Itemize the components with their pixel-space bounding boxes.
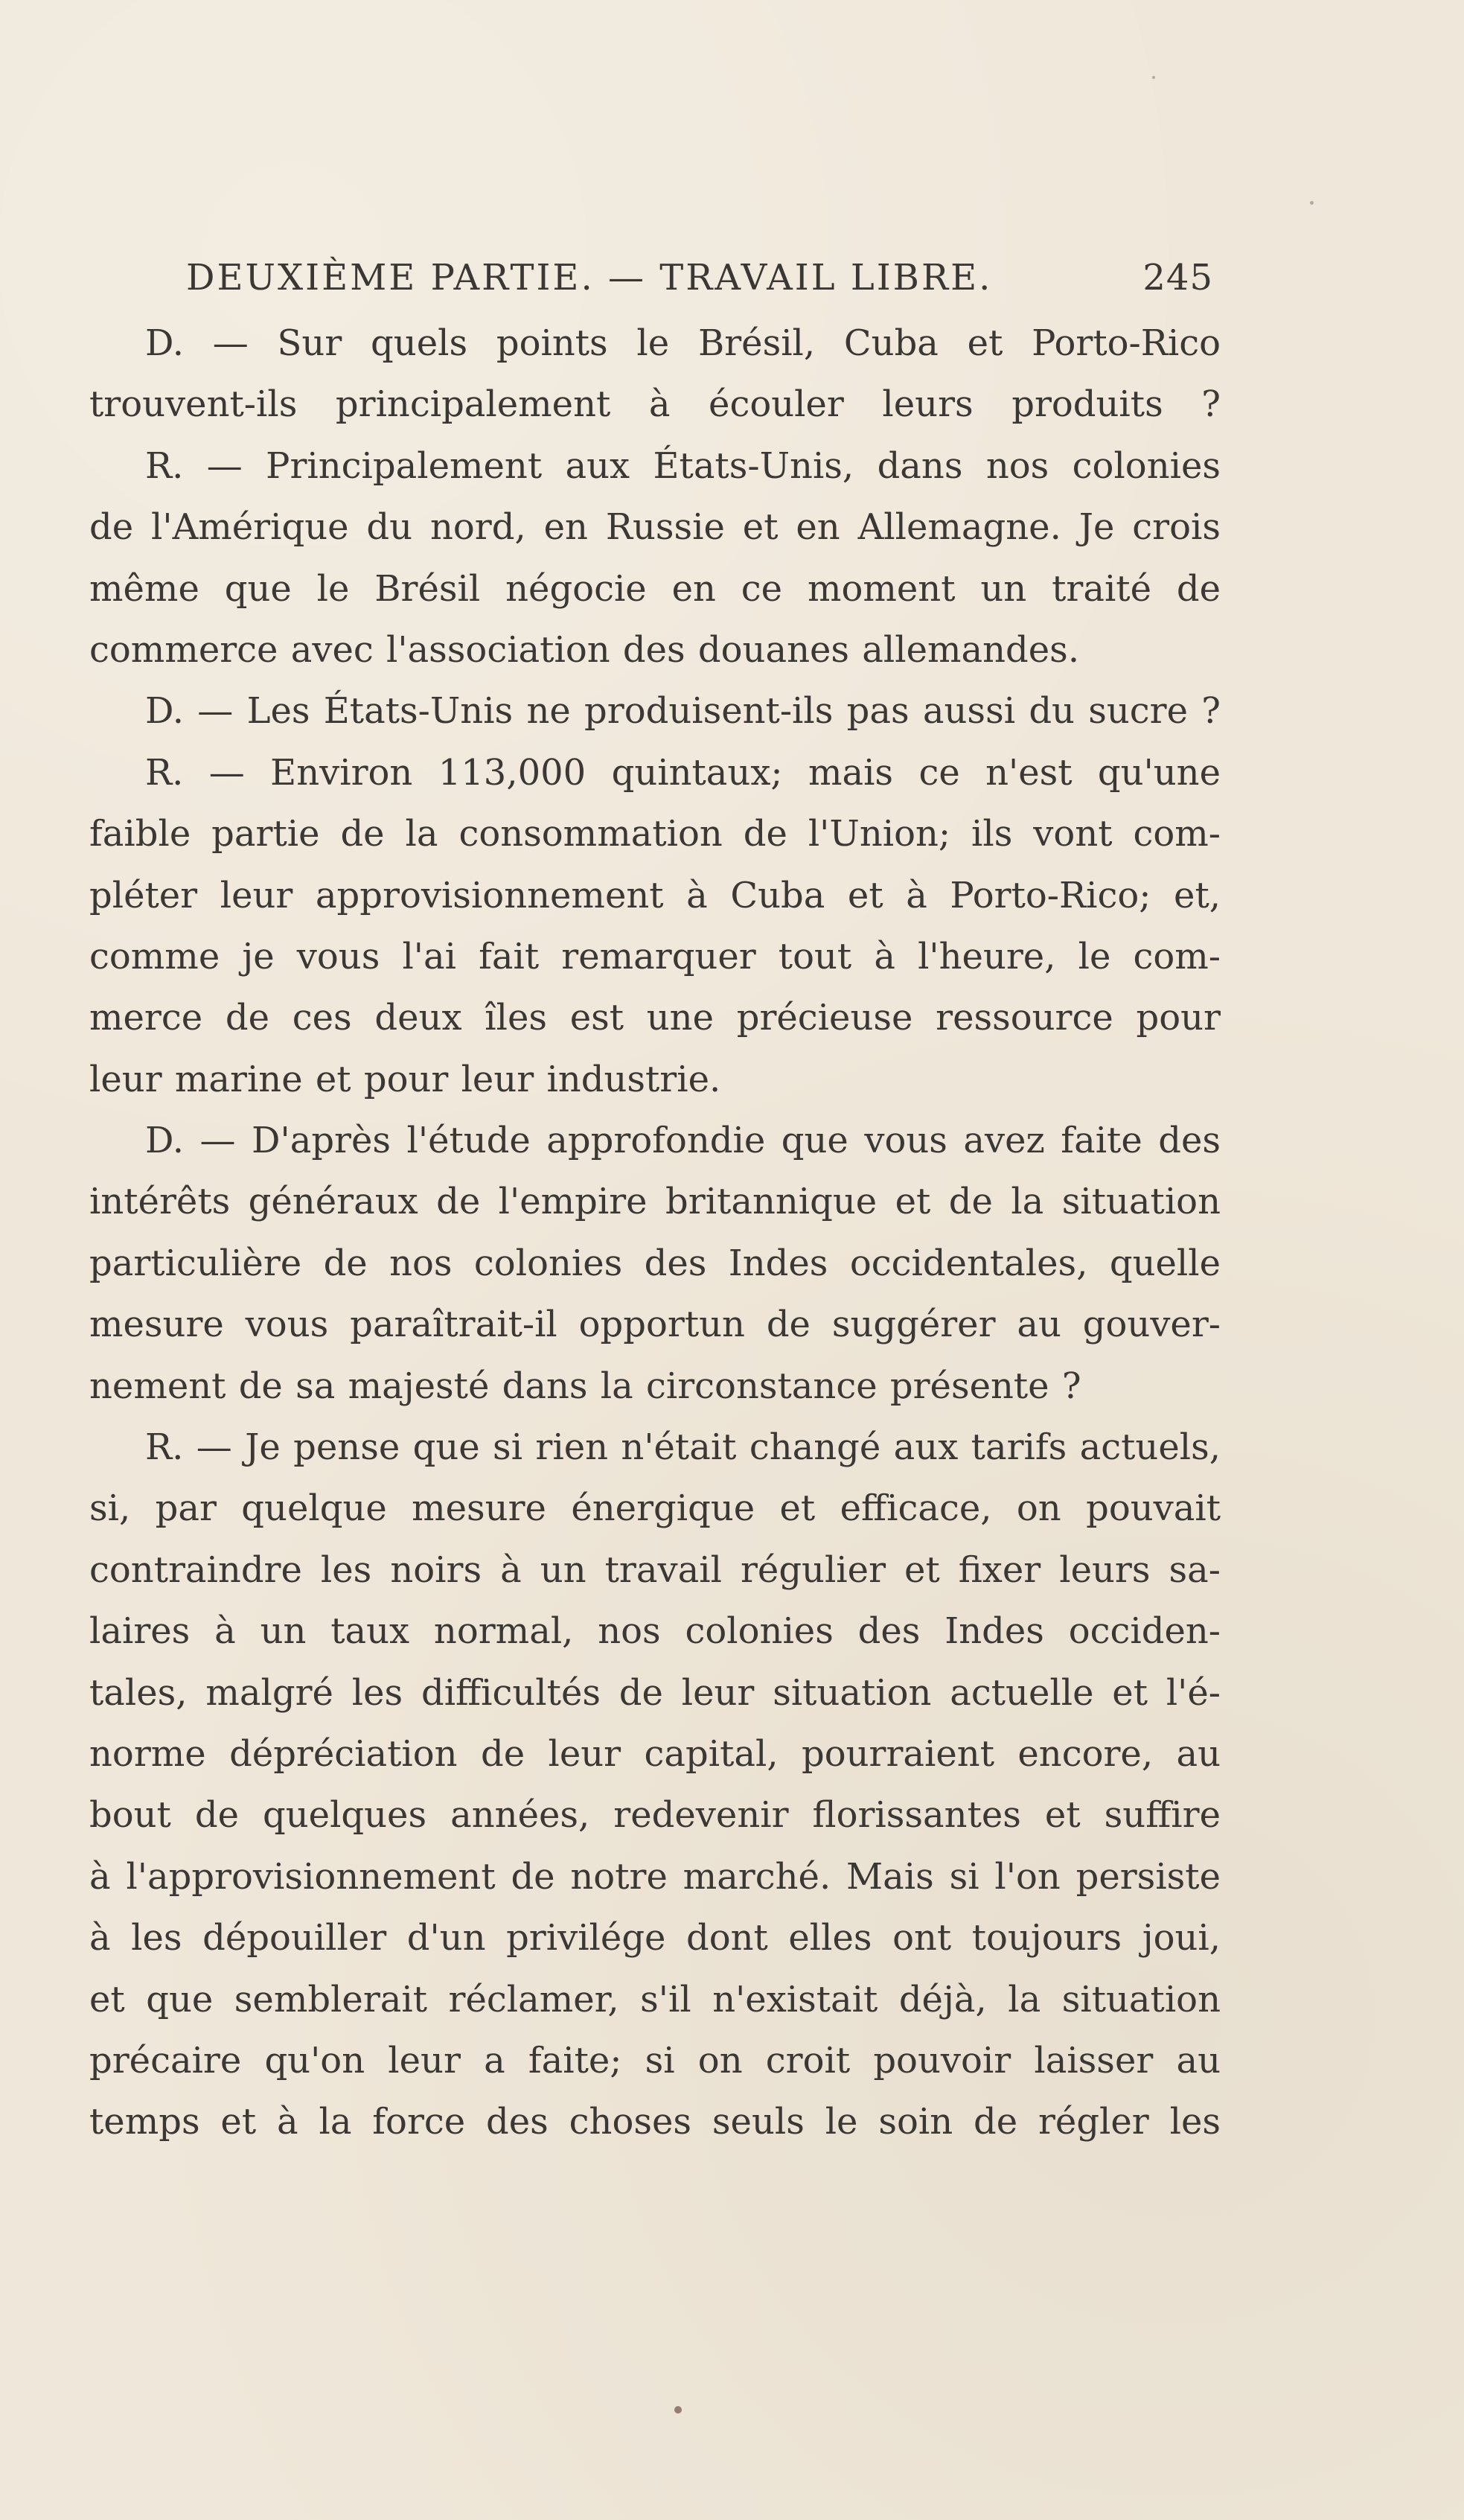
text-line: R. — Je pense que si rien n'était changé aux tarifs actuels,: [145, 1426, 1221, 1469]
text-line: trouvent-ils principalement à écouler leurs produits ?: [89, 383, 1221, 426]
text-line: D. — Sur quels points le Brésil, Cuba et Porto-Rico: [145, 322, 1221, 364]
text-line: si, par quelque mesure énergique et efficace, on pouvait: [89, 1487, 1221, 1530]
paper-speck-bottom: [674, 2406, 682, 2414]
text-line: de l'Amérique du nord, en Russie et en Allemagne. Je crois: [89, 506, 1221, 549]
text-line: même que le Brésil négocie en ce moment un traité de: [89, 567, 1221, 610]
page-text: [89, 313, 1221, 2153]
text-line: merce de ces deux îles est une précieuse ressource pour: [89, 997, 1221, 1039]
text-line: et que semblerait réclamer, s'il n'existait déjà, la situation: [89, 1978, 1221, 2020]
page-number: 245: [1142, 257, 1213, 299]
text-line: laires à un taux normal, nos colonies des Indes occiden-: [89, 1610, 1221, 1653]
text-line: à l'approvisionnement de notre marché. Mais si l'on persiste: [89, 1855, 1221, 1898]
text-line: D. — Les États-Unis ne produisent-ils pas aussi du sucre ?: [145, 690, 1221, 733]
text-line: nement de sa majesté dans la circonstance présente ?: [89, 1365, 1081, 1407]
text-line: contraindre les noirs à un travail régulier et fixer leurs sa-: [89, 1548, 1221, 1591]
running-title: DEUXIÈME PARTIE. — TRAVAIL LIBRE.: [186, 257, 993, 299]
text-line: pléter leur approvisionnement à Cuba et à Porto-Rico; et,: [89, 874, 1221, 916]
text-line: comme je vous l'ai fait remarquer tout à l'heure, le com-: [89, 935, 1221, 977]
text-line: faible partie de la consommation de l'Union; ils vont com-: [89, 813, 1221, 855]
text-line: commerce avec l'association des douanes allemandes.: [89, 628, 1080, 671]
paper-speck-right: [1310, 201, 1314, 205]
text-line: mesure vous paraîtrait-il opportun de suggérer au gouver-: [89, 1304, 1221, 1346]
text-line: norme dépréciation de leur capital, pourraient encore, au: [89, 1732, 1221, 1775]
text-line: à les dépouiller d'un privilége dont elles ont toujours joui,: [89, 1917, 1221, 1959]
text-line: particulière de nos colonies des Indes occidentales, quelle: [89, 1242, 1221, 1284]
text-line: leur marine et pour leur industrie.: [89, 1058, 721, 1100]
text-line: R. — Environ 113,000 quintaux; mais ce n'est qu'une: [145, 751, 1221, 794]
text-line: tales, malgré les difficultés de leur situation actuelle et l'é-: [89, 1671, 1221, 1714]
text-line: R. — Principalement aux États-Unis, dans nos colonies: [145, 444, 1221, 487]
paper-speck-top: [1152, 76, 1155, 79]
text-line: précaire qu'on leur a faite; si on croit pouvoir laisser au: [89, 2039, 1221, 2082]
text-line: intérêts généraux de l'empire britannique et de la situation: [89, 1181, 1221, 1223]
text-line: D. — D'après l'étude approfondie que vous avez faite des: [145, 1120, 1221, 1162]
text-line: temps et à la force des choses seuls le soin de régler les: [89, 2101, 1221, 2143]
page-header: [186, 252, 1213, 304]
text-line: bout de quelques années, redevenir florissantes et suffire: [89, 1794, 1221, 1837]
